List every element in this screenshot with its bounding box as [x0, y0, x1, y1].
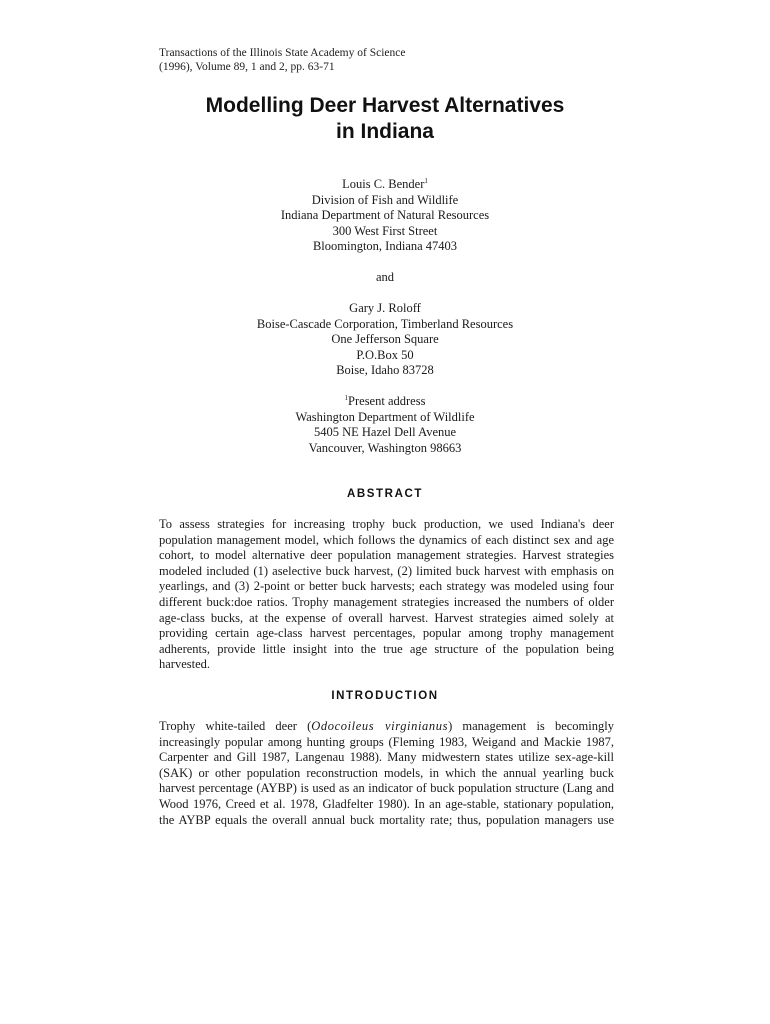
introduction-line: Wood 1976, Creed et al. 1978, Gladfelter 1980). In an age-stable, stationary population,	[159, 796, 614, 811]
title-line: in Indiana	[335, 120, 434, 143]
intro-text-segment: Trophy white-tailed deer (	[159, 719, 312, 733]
author-name: Gary J. Roloff	[349, 301, 421, 315]
citation-line: (1996), Volume 89, 1 and 2, pp. 63-71	[159, 61, 335, 73]
introduction-text	[159, 719, 614, 828]
journal-citation	[159, 46, 405, 74]
affiliation-line: Indiana Department of Natural Resources	[280, 208, 490, 222]
affiliation-line: Boise-Cascade Corporation, Timberland Resources	[256, 316, 514, 331]
footnote-mark: 1	[344, 394, 349, 402]
abstract-heading: ABSTRACT	[346, 488, 424, 500]
intro-text-segment: ) management is becomingly	[448, 719, 614, 733]
author-name-line	[0, 177, 770, 193]
title-line: Modelling Deer Harvest Alternatives	[205, 94, 565, 117]
affiliation-line: P.O.Box 50	[356, 347, 414, 362]
abstract-line: population management model, which follows the dynamics of each distinct sex and age	[159, 532, 614, 547]
introduction-heading: INTRODUCTION	[331, 690, 439, 702]
address-line: Vancouver, Washington 98663	[308, 440, 462, 455]
species-name: Odocoileus virginianus	[311, 719, 449, 733]
abstract-line: harvested.	[159, 657, 211, 672]
introduction-line	[159, 719, 614, 735]
present-address-label: Present address	[348, 394, 426, 408]
abstract-line: different buck:doe ratios. Trophy management strategies increased the numbers of older	[159, 594, 614, 609]
introduction-line: the AYBP equals the overall annual buck mortality rate; thus, population managers use	[159, 812, 614, 827]
present-address-block	[0, 394, 770, 456]
affiliation-line: One Jefferson Square	[331, 332, 439, 346]
address-line: Washington Department of Wildlife	[295, 409, 475, 424]
introduction-line: (SAK) or other population reconstruction models, in which the annual yearling buck	[159, 765, 614, 780]
affiliation-line: Boise, Idaho 83728	[336, 363, 434, 377]
address-line: 5405 NE Hazel Dell Avenue	[313, 425, 457, 439]
abstract-line: To assess strategies for increasing trophy buck production, we used Indiana's deer	[159, 517, 614, 531]
abstract-line: cohort, to model alternative deer population management strategies. Harvest strategies	[159, 548, 614, 563]
affiliation-line: 300 West First Street	[332, 223, 438, 238]
footnote-mark: 1	[424, 177, 428, 185]
present-address-label-line	[0, 394, 770, 410]
abstract-line: providing certain age-class harvest percentages, popular among trophy management	[159, 626, 614, 641]
affiliation-line: Division of Fish and Wildlife	[311, 192, 459, 207]
author-block-bender	[0, 177, 770, 255]
author-block-roloff	[0, 301, 770, 379]
citation-line: Transactions of the Illinois State Academy of Science	[159, 47, 406, 59]
introduction-line: Carpenter and Gill 1987, Langenau 1988). Many midwestern states utilize sex-age-kill	[159, 750, 614, 765]
abstract-text	[159, 517, 614, 673]
abstract-line: yearlings, and (3) 2-point or better buck harvests; each strategy was modeled using four	[159, 579, 614, 594]
introduction-line: harvest percentage (AYBP) is used as an indicator of buck population structure (Lang and	[159, 781, 614, 796]
abstract-line: age-class bucks, at the expense of overall harvest. Harvest strategies aimed solely at	[159, 610, 614, 625]
abstract-line: modeled included (1) aselective buck harvest, (2) limited buck harvest with emphasis on	[159, 563, 614, 578]
affiliation-line: Bloomington, Indiana 47403	[312, 239, 458, 253]
author-separator: and	[375, 270, 395, 284]
abstract-line: adherents, provide little insight into the true age structure of the population being	[159, 641, 614, 656]
paper-title	[0, 93, 770, 145]
introduction-line: increasingly popular among hunting groups (Fleming 1983, Weigand and Mackie 1987,	[159, 734, 614, 749]
author-name: Louis C. Bender	[342, 177, 425, 191]
